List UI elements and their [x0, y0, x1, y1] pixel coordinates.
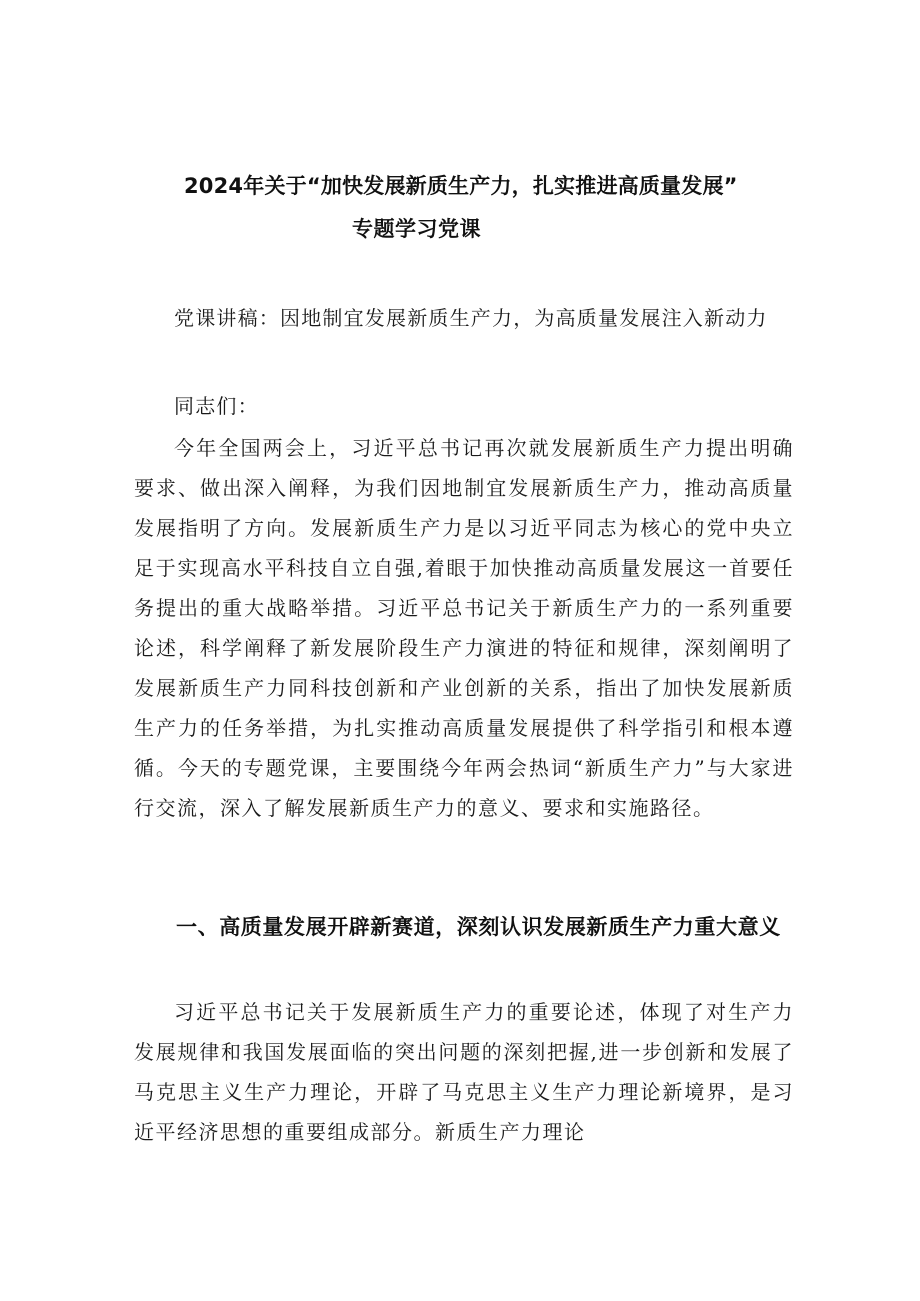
document-title-line-1: 2024年关于“加快发展新质生产力，扎实推进高质量发展” — [184, 174, 738, 198]
greeting-paragraph: 同志们： — [174, 394, 259, 418]
intro-paragraph: 今年全国两会上，习近平总书记再次就发展新质生产力提出明确要求、做出深入阐释，为我们因地制宜发展新质生产力，推动高质量发展指明了方向。发展新质生产力是以习近平同志为核心的党中央立足于实现高水平科技自立自强,着眼于加快推动高质量发展这一首要任务提出的重大战略举措。习近平总书记关于新质生产力的一系列重要论述，科学阐释了新发展阶段生产力演进的特征和规律，深刻阐明了发展新质生产力同科技创新和产业创新的关系，指出了加快发展新质生产力的任务举措，为扎实推动高质量发展提供了科学指引和根本遵循。今天的专题党课，主要围绕今年两会热词“新质生产力”与大家进行交流，深入了解发展新质生产力的意义、要求和实施路径。 — [134, 436, 794, 820]
section-1-heading: 一、高质量发展开辟新赛道，深刻认识发展新质生产力重大意义 — [176, 915, 781, 939]
section-1-paragraph: 习近平总书记关于发展新质生产力的重要论述，体现了对生产力发展规律和我国发展面临的突出问题的深刻把握,进一步创新和发展了马克思主义生产力理论，开辟了马克思主义生产力理论新境界，是习近平经济思想的重要组成部分。新质生产力理论 — [134, 1000, 794, 1144]
document-title-line-2: 专题学习党课 — [352, 217, 481, 241]
subject-paragraph: 党课讲稿：因地制宜发展新质生产力，为高质量发展注入新动力 — [174, 306, 768, 330]
